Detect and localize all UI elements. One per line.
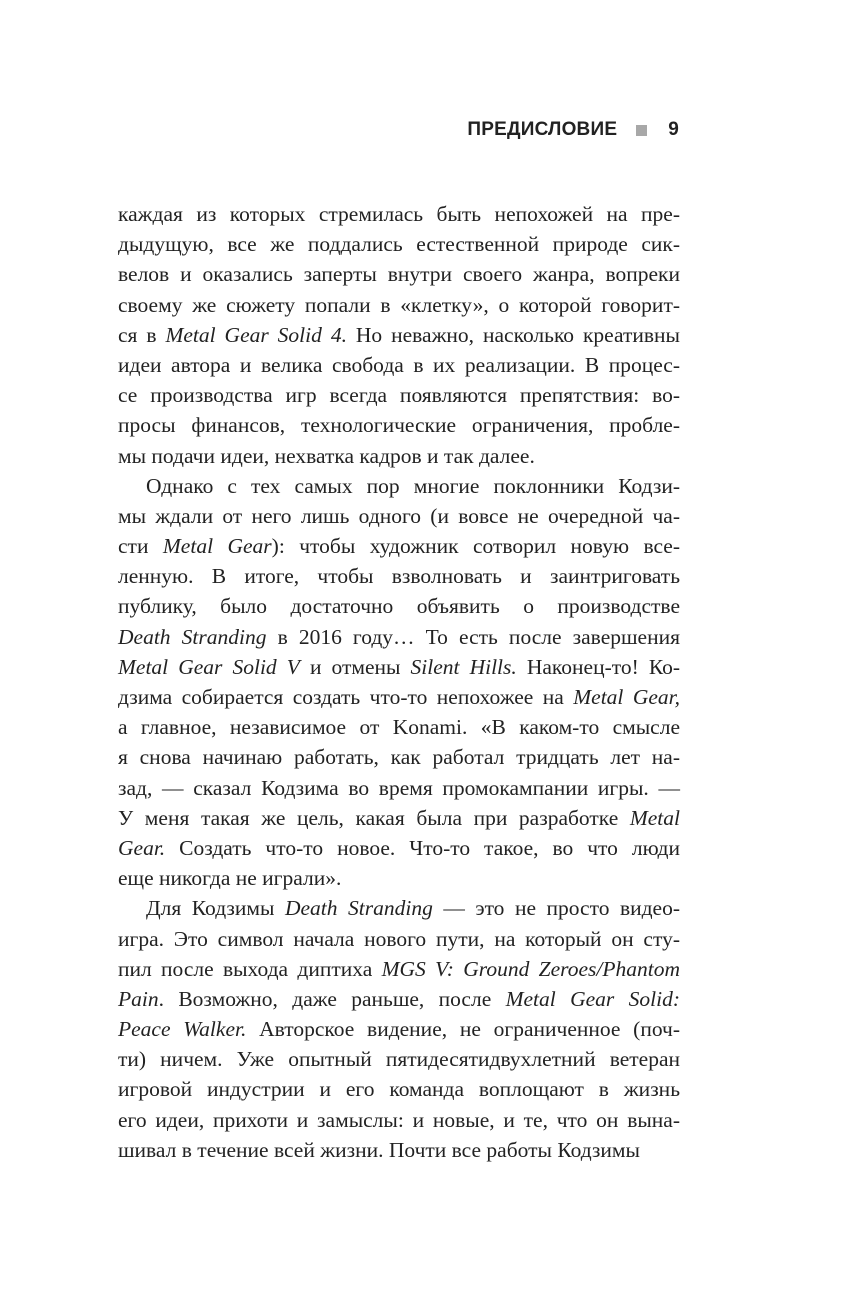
- italic-title: Metal Gear Solid V: [118, 654, 300, 679]
- text-line: [118, 320, 680, 350]
- body-text: [118, 199, 680, 1165]
- text-line: [118, 1135, 680, 1165]
- text-run: Однако с тех самых пор многие поклонники Кодзи-: [146, 473, 680, 498]
- text-line: [118, 410, 680, 440]
- text-run: игра. Это символ начала нового пути, на который он сту-: [118, 926, 680, 951]
- text-run: — это не просто видео-: [432, 896, 681, 921]
- text-line: [118, 924, 680, 954]
- text-run: велов и оказались заперты внутри своего жанра, вопреки: [118, 262, 680, 287]
- text-line: [118, 199, 680, 229]
- text-line: [118, 290, 680, 320]
- italic-title: Silent Hills.: [410, 654, 517, 679]
- italic-title: Death Stranding: [118, 624, 267, 649]
- text-run: и отмены: [299, 654, 411, 679]
- text-line: [118, 742, 680, 772]
- text-run: Наконец-то! Ко-: [516, 654, 681, 679]
- text-run: игровой индустрии и его команда воплощают в жизнь: [118, 1077, 680, 1102]
- text-run: ти) ничем. Уже опытный пятидесятидвухлетний ветеран: [118, 1047, 680, 1072]
- text-run: шивал в течение всей жизни. Почти все работы Кодзимы: [118, 1137, 640, 1162]
- text-run: каждая из которых стремилась быть непохожей на пре-: [118, 202, 680, 226]
- text-line: [118, 652, 680, 682]
- text-run: се производства игр всегда появляются препятствия: во-: [118, 383, 680, 408]
- chapter-title: ПРЕДИСЛОВИЕ: [467, 119, 618, 140]
- text-run: . Возможно, даже раньше, после: [158, 986, 506, 1011]
- text-line: [118, 1074, 680, 1104]
- text-run: своему же сюжету попали в «клетку», о которой говорит-: [118, 292, 680, 317]
- text-run: ): чтобы художник сотворил новую все-: [271, 534, 680, 559]
- italic-title: Metal Gear,: [573, 685, 680, 709]
- text-line: [118, 803, 680, 833]
- text-line: [118, 893, 680, 923]
- text-run: зад, — сказал Кодзима во время промокампании игры. —: [118, 775, 680, 800]
- text-line: [118, 1105, 680, 1135]
- text-line: [118, 682, 680, 712]
- running-head: [467, 119, 679, 141]
- text-run: я снова начинаю работать, как работал тридцать лет на-: [118, 745, 680, 770]
- text-run: мы ждали от него лишь одного (и вовсе не очередной ча-: [118, 503, 680, 528]
- text-line: [118, 471, 680, 501]
- text-line: [118, 622, 680, 652]
- italic-title: Pain: [118, 986, 159, 1011]
- text-run: ся в: [118, 322, 166, 347]
- text-line: [118, 531, 680, 561]
- text-run: сти: [118, 534, 163, 559]
- text-run: пил после выхода диптиха: [118, 956, 382, 981]
- text-run: а главное, независимое от Konami. «В каком-то смысле: [118, 715, 680, 740]
- text-line: [118, 441, 680, 471]
- italic-title: Gear.: [118, 835, 166, 860]
- italic-title: Metal Gear Solid:: [505, 986, 680, 1011]
- text-run: Авторское видение, не ограниченное (поч-: [246, 1017, 680, 1042]
- text-run: дзима собирается создать что-то непохожее на: [118, 685, 574, 709]
- text-line: [118, 259, 680, 289]
- text-line: [118, 954, 680, 984]
- text-line: [118, 561, 680, 591]
- text-line: [118, 863, 680, 893]
- text-line: [118, 1044, 680, 1074]
- text-run: еще никогда не играли».: [118, 866, 342, 891]
- text-run: Но неважно, насколько креативны: [346, 322, 680, 347]
- italic-title: MGS V: Ground Zeroes/Phantom: [381, 956, 681, 981]
- text-run: в 2016 году… То есть после завершения: [266, 624, 680, 649]
- italic-title: Metal: [629, 805, 680, 830]
- text-line: [118, 229, 680, 259]
- text-line: [118, 380, 680, 410]
- text-run: публику, было достаточно объявить о производстве: [118, 594, 680, 619]
- text-run: просы финансов, технологические ограничения, пробле-: [118, 413, 680, 438]
- text-run: идеи автора и велика свобода в их реализации. В процес-: [118, 352, 680, 377]
- text-line: [118, 1014, 680, 1044]
- italic-title: Death Stranding: [284, 896, 433, 921]
- text-run: У меня такая же цель, какая была при разработке: [118, 805, 630, 830]
- text-line: [118, 712, 680, 742]
- text-run: ленную. В итоге, чтобы взволновать и заинтриговать: [118, 564, 680, 589]
- text-line: [118, 350, 680, 380]
- text-run: его идеи, прихоти и замыслы: и новые, и те, что он вына-: [118, 1107, 680, 1132]
- italic-title: Peace Walker.: [118, 1017, 247, 1042]
- italic-title: Metal Gear Solid 4.: [165, 322, 347, 347]
- text-line: [118, 833, 680, 863]
- italic-title: Metal Gear: [162, 534, 272, 559]
- text-run: Для Кодзимы: [146, 896, 285, 921]
- separator-square-icon: [636, 125, 647, 136]
- text-run: мы подачи идеи, нехватка кадров и так далее.: [118, 443, 535, 468]
- text-run: Создать что-то новое. Что-то такое, во что люди: [165, 835, 680, 860]
- text-line: [118, 591, 680, 621]
- text-line: [118, 773, 680, 803]
- text-line: [118, 984, 680, 1014]
- text-line: [118, 501, 680, 531]
- page-number: 9: [668, 119, 679, 140]
- text-run: дыдущую, все же поддались естественной природе сик-: [118, 232, 680, 257]
